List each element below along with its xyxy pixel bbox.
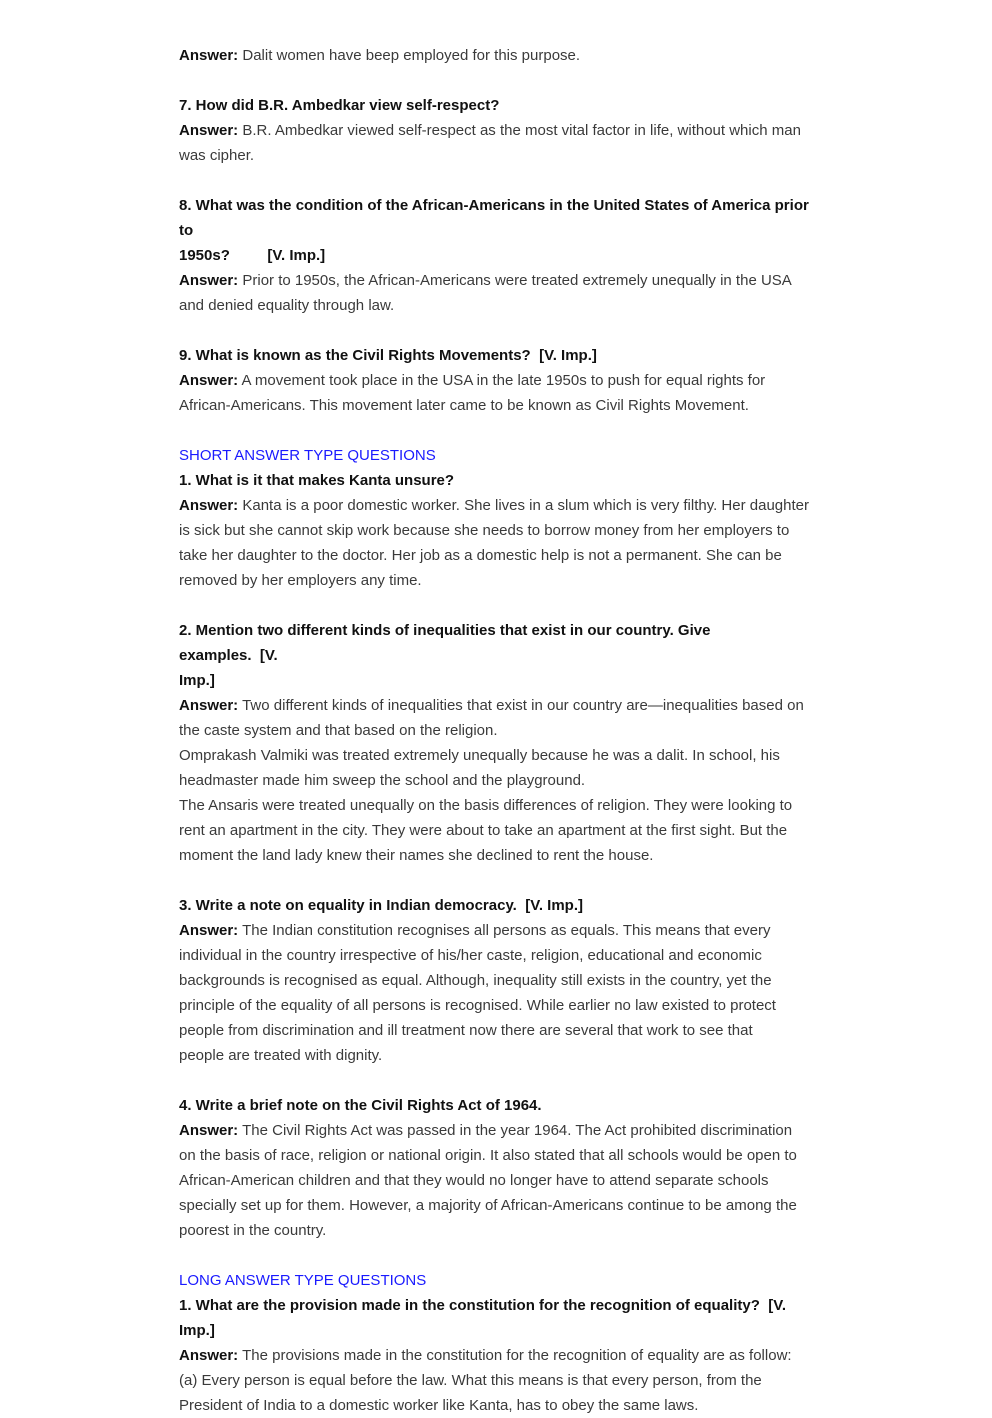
short-question-1: 1. What is it that makes Kanta unsure? — [179, 472, 455, 489]
short-question-2-line-1 — [179, 618, 811, 668]
importance-tag: [V. Imp.] — [267, 247, 326, 264]
answer-line: specially set up for them. However, a majority of African-Americans continue to be among the — [179, 1197, 797, 1214]
long-question-1 — [179, 1293, 811, 1343]
answer-line: and denied equality through law. — [179, 297, 395, 314]
answer-line: poorest in the country. — [179, 1222, 327, 1239]
answer-line — [179, 43, 811, 68]
answer-text: The provisions made in the constitution for the recognition of equality are as follow: — [242, 1347, 792, 1364]
answer-label: Answer: — [179, 272, 239, 289]
answer-line: backgrounds is recognised as equal. Although, inequality still exists in the country, yet the — [179, 972, 772, 989]
answer-line — [179, 368, 811, 393]
answer-line — [179, 493, 811, 518]
answer-line: moment the land lady knew their names she declined to rent the house. — [179, 847, 654, 864]
question-8-line-2 — [179, 243, 811, 268]
answer-text: Prior to 1950s, the African-Americans were treated extremely unequally in the USA — [242, 272, 792, 289]
answer-label: Answer: — [179, 697, 239, 714]
importance-tag: [V. — [259, 647, 278, 664]
short-question-2-line-2: Imp.] — [179, 672, 215, 689]
question-text: 3. Write a note on equality in Indian democracy. — [179, 897, 517, 914]
importance-tag: [V. Imp.] — [525, 897, 583, 914]
question-text: 9. What is known as the Civil Rights Movements? — [179, 347, 531, 364]
answer-label: Answer: — [179, 1122, 239, 1139]
document-page — [179, 43, 811, 1418]
answer-text: B.R. Ambedkar viewed self-respect as the most vital factor in life, without which man — [242, 122, 801, 139]
answer-text: Kanta is a poor domestic worker. She lives in a slum which is very filthy. Her daughter — [242, 497, 809, 514]
question-text: 1. What are the provision made in the constitution for the recognition of equality? — [179, 1297, 760, 1314]
answer-label: Answer: — [179, 922, 239, 939]
short-question-4: 4. Write a brief note on the Civil Rights Act of 1964. — [179, 1097, 542, 1114]
answer-text: Dalit women have beep employed for this purpose. — [242, 47, 581, 64]
answer-line — [179, 268, 811, 293]
answer-line: African-Americans. This movement later came to be known as Civil Rights Movement. — [179, 397, 749, 414]
answer-label: Answer: — [179, 497, 239, 514]
answer-line: people from discrimination and ill treatment now there are several that work to see that — [179, 1022, 753, 1039]
question-7: 7. How did B.R. Ambedkar view self-respect? — [179, 97, 500, 114]
answer-line: individual in the country irrespective of his/her caste, religion, educational and economic — [179, 947, 762, 964]
answer-text: A movement took place in the USA in the late 1950s to push for equal rights for — [241, 372, 766, 389]
section-heading-short: SHORT ANSWER TYPE QUESTIONS — [179, 447, 436, 464]
answer-line — [179, 1343, 811, 1368]
answer-line: take her daughter to the doctor. Her job as a domestic help is not a permanent. She can be — [179, 547, 782, 564]
answer-line: The Ansaris were treated unequally on the basis differences of religion. They were looking to — [179, 797, 793, 814]
question-text: 1950s? — [179, 247, 230, 264]
answer-text: The Indian constitution recognises all persons as equals. This means that every — [242, 922, 771, 939]
answer-line: is sick but she cannot skip work because she needs to borrow money from her employers to — [179, 522, 790, 539]
answer-line: principle of the equality of all persons is recognised. While earlier no law existed to protect — [179, 997, 776, 1014]
answer-line: on the basis of race, religion or national origin. It also stated that all schools would be open to — [179, 1147, 797, 1164]
answer-line: the caste system and that based on the religion. — [179, 722, 498, 739]
answer-line: (a) Every person is equal before the law. What this means is that every person, from the — [179, 1372, 762, 1389]
question-8-line-1: 8. What was the condition of the African-Americans in the United States of America prior to — [179, 197, 809, 239]
answer-line: was cipher. — [179, 147, 255, 164]
answer-label: Answer: — [179, 122, 239, 139]
section-heading-long: LONG ANSWER TYPE QUESTIONS — [179, 1272, 427, 1289]
answer-text: The Civil Rights Act was passed in the year 1964. The Act prohibited discrimination — [242, 1122, 793, 1139]
answer-line — [179, 118, 811, 143]
answer-text: Two different kinds of inequalities that exist in our country are—inequalities based on — [242, 697, 804, 714]
importance-tag: [V. Imp.] — [179, 1297, 787, 1339]
answer-label: Answer: — [179, 47, 239, 64]
answer-line: removed by her employers any time. — [179, 572, 422, 589]
short-question-3 — [179, 893, 811, 918]
answer-line: rent an apartment in the city. They were about to take an apartment at the first sight. But the — [179, 822, 788, 839]
answer-label: Answer: — [179, 1347, 239, 1364]
answer-line: Omprakash Valmiki was treated extremely unequally because he was a dalit. In school, his — [179, 747, 780, 764]
question-text: 2. Mention two different kinds of inequalities that exist in our country. Give examples. — [179, 622, 711, 664]
answer-line: people are treated with dignity. — [179, 1047, 383, 1064]
answer-label: Answer: — [179, 372, 239, 389]
answer-line — [179, 1118, 811, 1143]
answer-line: President of India to a domestic worker like Kanta, has to obey the same laws. — [179, 1397, 699, 1414]
answer-line: headmaster made him sweep the school and the playground. — [179, 772, 586, 789]
question-9 — [179, 343, 811, 368]
answer-line: African-American children and that they would no longer have to attend separate schools — [179, 1172, 769, 1189]
answer-line — [179, 693, 811, 718]
importance-tag: [V. Imp.] — [539, 347, 597, 364]
answer-line — [179, 918, 811, 943]
